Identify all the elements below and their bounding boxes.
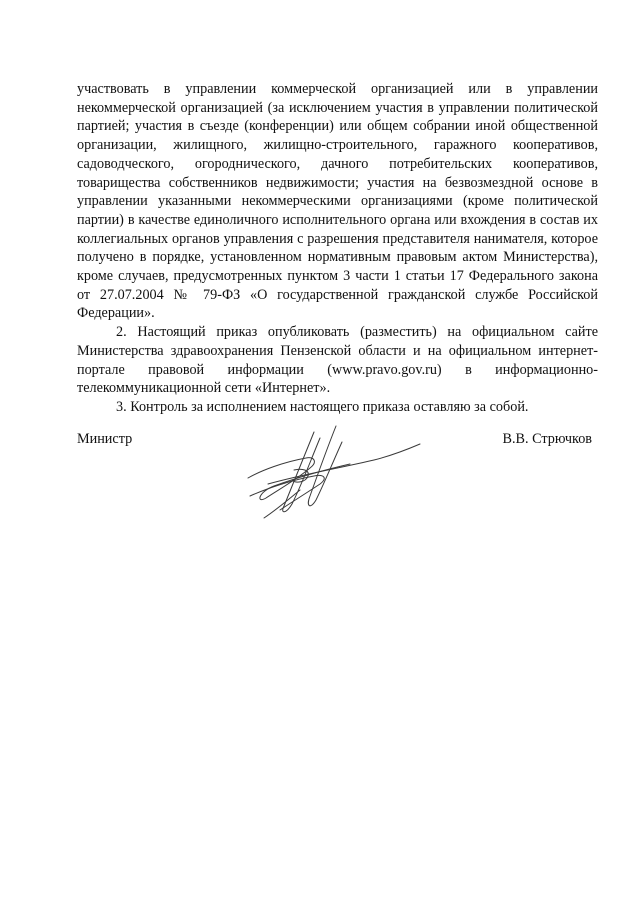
paragraph-item-2: 2. Настоящий приказ опубликовать (разместить) на официальном сайте Министерства здравоохранения Пензенской области и на официальном интернет-портале правовой информации (www.pravo.gov.ru) в информационно-телекоммуникационной сети «Интернет». xyxy=(77,324,598,397)
document-body xyxy=(77,80,598,417)
signatory-name: В.В. Стрючков xyxy=(502,431,592,447)
paragraph-continuation: участвовать в управлении коммерческой организацией или в управлении некоммерческой организацией (за исключением участия в управлении политической партией; участия в съезде (конференции) или общем собрании иной общественной организации, жилищного, жилищно-строительного, гаражного кооперативов, садоводческого, огороднического, дачного потребительских кооперативов, товарищества собственников недвижимости; участия на безвозмездной основе в управлении указанными некоммерческими организациями (кроме политической партии) в качестве единоличного исполнительного органа или вхождения в состав их коллегиальных органов управления с разрешения представителя нанимателя, которое получено в порядке, установленном нормативным правовым актом Министерства), кроме случаев, предусмотренных пунктом 3 части 1 статьи 17 Федерального закона от 27.07.2004 № 79-ФЗ «О государственной гражданской службе Российской Федерации». xyxy=(77,81,598,322)
handwritten-signature xyxy=(244,418,424,523)
signatory-role: Министр xyxy=(77,431,133,447)
paragraph-item-3: 3. Контроль за исполнением настоящего приказа оставляю за собой. xyxy=(116,398,529,415)
